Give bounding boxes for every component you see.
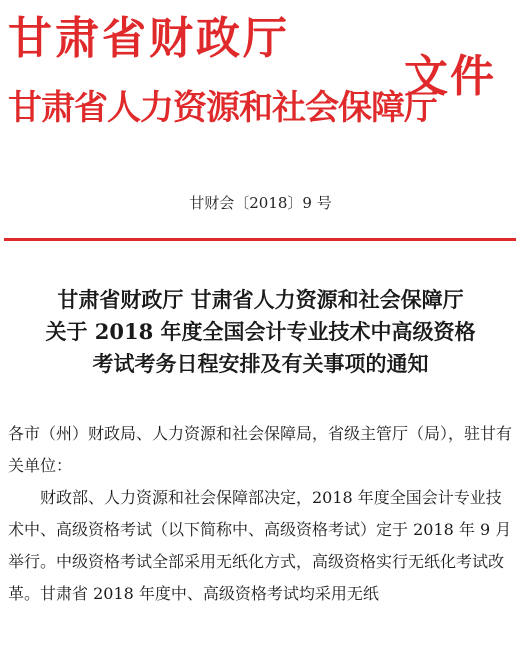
issuer-name-finance-dept: 甘肃省财政厅 xyxy=(8,13,290,64)
document-type-label: 文件 xyxy=(404,51,496,102)
salutation: 各市（州）财政局、人力资源和社会保障局，省级主管厅（局），驻甘有关单位： xyxy=(8,424,513,475)
document-number: 甘财会〔2018〕9 号 xyxy=(189,194,332,212)
document-header xyxy=(0,0,521,250)
document-title xyxy=(0,284,521,380)
body-paragraph: 财政部、人力资源和社会保障部决定，2018 年度全国会计专业技术中、高级资格考试（以下简称中、高级资格考试）定于 2018 年 9 月举行。中级资格考试全部采用无纸化方式，高级资格实行无纸化考试改革。甘肃省 2018 年度中、高级资格考试均采用无纸 xyxy=(8,488,512,603)
red-separator-line xyxy=(4,238,516,241)
title-line-3: 考试考务日程安排及有关事项的通知 xyxy=(92,351,429,376)
document-body xyxy=(8,418,513,610)
issuer-name-hr-dept: 甘肃省人力资源和社会保障厅 xyxy=(8,88,437,128)
title-line-1: 甘肃省财政厅 甘肃省人力资源和社会保障厅 xyxy=(57,287,464,312)
title-line-2: 关于 2018 年度全国会计专业技术中高级资格 xyxy=(45,319,476,344)
